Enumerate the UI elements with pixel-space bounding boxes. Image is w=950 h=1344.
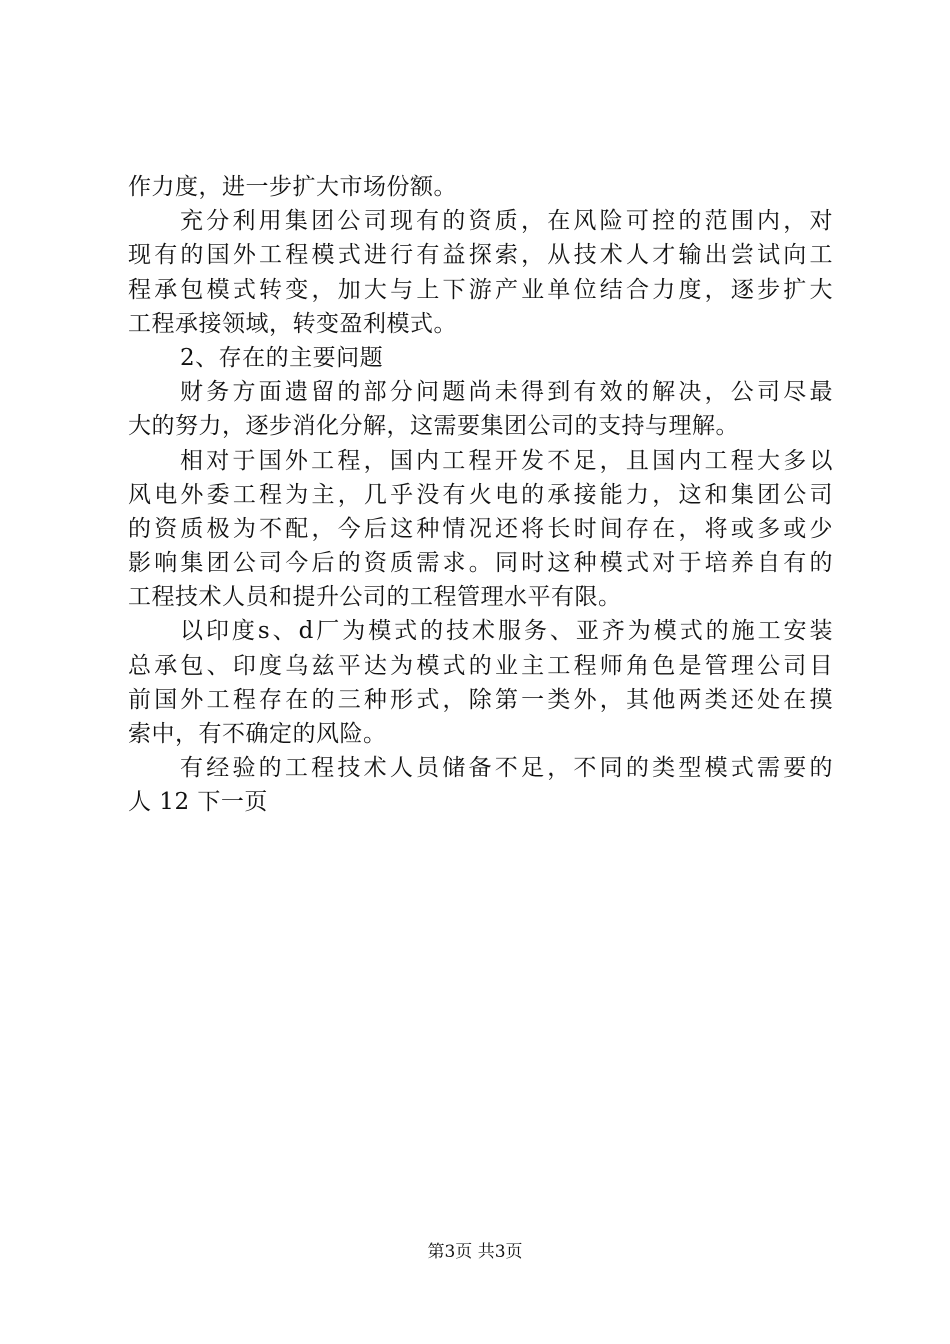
paragraph-line: 充分利用集团公司现有的资质，在风险可控的范围内，对 [180, 208, 833, 235]
paragraph-line: 工程承接领域，转变盈利模式。 [128, 310, 457, 337]
paragraph-line: 相对于国外工程，国内工程开发不足，且国内工程大多以 [180, 447, 833, 474]
paragraph-line: 以印度s、d厂为模式的技术服务、亚齐为模式的施工安装 [180, 618, 833, 645]
paragraph-line: 作力度，进一步扩大市场份额。 [128, 174, 457, 200]
paragraph-line: 程承包模式转变，加大与上下游产业单位结合力度，逐步扩大 [128, 276, 833, 303]
paragraph-line: 索中，有不确定的风险。 [128, 721, 387, 747]
paragraph-line: 工程技术人员和提升公司的工程管理水平有限。 [128, 584, 622, 611]
paragraph-line: 风电外委工程为主，几乎没有火电的承接能力，这和集团公司 [128, 481, 833, 508]
paragraph-line: 大的努力，逐步消化分解，这需要集团公司的支持与理解。 [128, 413, 739, 440]
next-page-link[interactable]: 人 12 下一页 [128, 789, 268, 816]
paragraph-line: 影响集团公司今后的资质需求。同时这种模式对于培养自有的 [128, 550, 833, 577]
paragraph-line: 财务方面遗留的部分问题尚未得到有效的解决，公司尽最 [180, 379, 833, 406]
paragraph-line: 有经验的工程技术人员储备不足，不同的类型模式需要的 [180, 755, 833, 782]
paragraph-line: 总承包、印度乌兹平达为模式的业主工程师角色是管理公司目 [128, 652, 833, 679]
paragraph-line: 前国外工程存在的三种形式，除第一类外，其他两类还处在摸 [128, 686, 833, 713]
paragraph-line: 现有的国外工程模式进行有益探索，从技术人才输出尝试向工 [128, 242, 833, 269]
section-heading: 2、存在的主要问题 [180, 344, 384, 371]
paragraph-line: 的资质极为不配，今后这种情况还将长时间存在，将或多或少 [128, 515, 833, 542]
document-body [128, 170, 833, 820]
page-number-footer: 第3页 共3页 [427, 1242, 523, 1262]
